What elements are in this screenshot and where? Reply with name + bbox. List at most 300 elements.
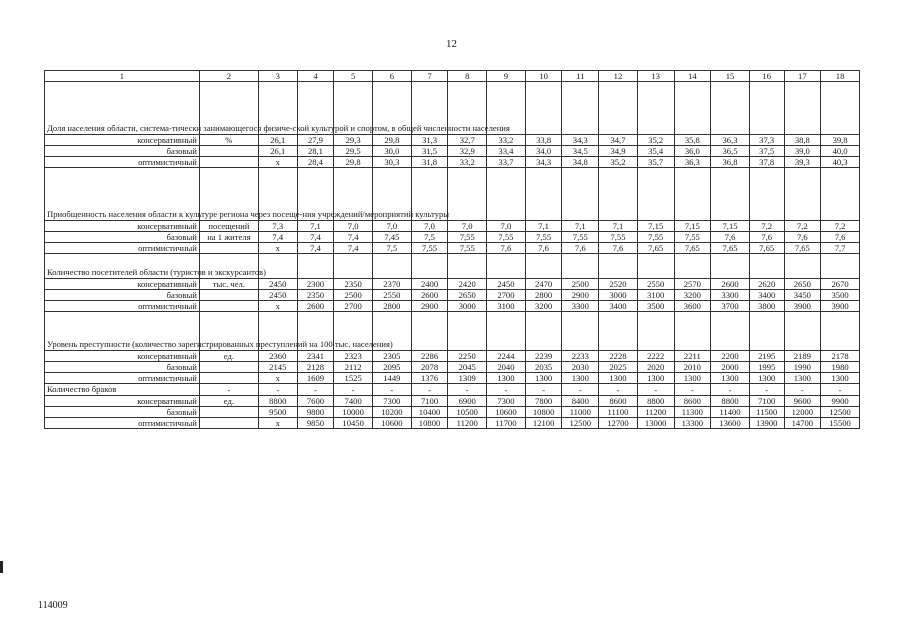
value-cell: 1300: [674, 373, 711, 384]
value-cell: 11400: [711, 407, 750, 418]
empty-cell: [711, 254, 750, 279]
value-cell: 2095: [373, 362, 412, 373]
value-cell: 11200: [448, 418, 487, 429]
unit-cell: ед.: [199, 351, 258, 362]
value-cell: 7,6: [821, 232, 860, 243]
value-cell: 29,5: [334, 146, 373, 157]
value-cell: 36,0: [674, 146, 711, 157]
value-cell: 3200: [525, 301, 562, 312]
value-cell: 7,15: [711, 221, 750, 232]
empty-cell: [749, 82, 784, 135]
value-cell: 1300: [562, 373, 599, 384]
value-cell: 7,0: [448, 221, 487, 232]
scenario-row: [45, 407, 860, 418]
unit-cell: [199, 290, 258, 301]
value-cell: 2025: [599, 362, 638, 373]
value-cell: 7,7: [821, 243, 860, 254]
value-cell: 1300: [525, 373, 562, 384]
scenario-label: консервативный: [45, 279, 200, 290]
value-cell: -: [525, 384, 562, 396]
value-cell: 7300: [487, 396, 526, 407]
value-cell: 2045: [448, 362, 487, 373]
empty-cell: [487, 168, 526, 221]
value-cell: 13600: [711, 418, 750, 429]
table-body: [45, 71, 860, 429]
value-cell: 3450: [784, 290, 821, 301]
value-cell: 7,6: [749, 232, 784, 243]
value-cell: 1995: [749, 362, 784, 373]
value-cell: 6900: [448, 396, 487, 407]
column-number-header: 16: [749, 71, 784, 82]
value-cell: 7,0: [487, 221, 526, 232]
value-cell: 2450: [487, 279, 526, 290]
column-number-header: 3: [258, 71, 297, 82]
value-cell: 1300: [711, 373, 750, 384]
value-cell: 28,1: [297, 146, 334, 157]
value-cell: 7,0: [411, 221, 448, 232]
value-cell: 2520: [599, 279, 638, 290]
value-cell: 7,65: [784, 243, 821, 254]
value-cell: 26,1: [258, 135, 297, 146]
value-cell: 2341: [297, 351, 334, 362]
value-cell: 3100: [487, 301, 526, 312]
value-cell: 7,0: [334, 221, 373, 232]
column-number-header: 4: [297, 71, 334, 82]
value-cell: 7,65: [674, 243, 711, 254]
header-row: [45, 71, 860, 82]
value-cell: 7600: [297, 396, 334, 407]
value-cell: 10200: [373, 407, 412, 418]
unit-cell: -: [199, 384, 258, 396]
value-cell: -: [562, 384, 599, 396]
value-cell: 2420: [448, 279, 487, 290]
value-cell: 3600: [674, 301, 711, 312]
value-cell: x: [258, 243, 297, 254]
value-cell: 10800: [525, 407, 562, 418]
scenario-row: [45, 221, 860, 232]
value-cell: -: [297, 384, 334, 396]
value-cell: 13300: [674, 418, 711, 429]
empty-cell: [784, 82, 821, 135]
value-cell: -: [637, 384, 674, 396]
value-cell: 2650: [448, 290, 487, 301]
value-cell: 2078: [411, 362, 448, 373]
value-cell: 2350: [334, 279, 373, 290]
value-cell: 2360: [258, 351, 297, 362]
unit-cell: [199, 418, 258, 429]
value-cell: 40,0: [821, 146, 860, 157]
value-cell: -: [599, 384, 638, 396]
value-cell: 8600: [674, 396, 711, 407]
value-cell: 9900: [821, 396, 860, 407]
value-cell: 12000: [784, 407, 821, 418]
value-cell: 8600: [599, 396, 638, 407]
value-cell: 7,4: [297, 232, 334, 243]
value-cell: 2211: [674, 351, 711, 362]
value-cell: 34,8: [562, 157, 599, 168]
value-cell: 27,9: [297, 135, 334, 146]
unit-cell: [199, 157, 258, 168]
empty-cell: [674, 82, 711, 135]
value-cell: 2400: [411, 279, 448, 290]
empty-cell: [448, 312, 487, 351]
empty-cell: [297, 254, 334, 279]
value-cell: 2035: [525, 362, 562, 373]
value-cell: 3300: [711, 290, 750, 301]
value-cell: 7,2: [821, 221, 860, 232]
column-number-header: 18: [821, 71, 860, 82]
value-cell: 7400: [334, 396, 373, 407]
value-cell: 11100: [599, 407, 638, 418]
empty-cell: [411, 254, 448, 279]
value-cell: 8800: [637, 396, 674, 407]
value-cell: 1990: [784, 362, 821, 373]
value-cell: 29,8: [334, 157, 373, 168]
column-number-header: 7: [411, 71, 448, 82]
value-cell: 32,7: [448, 135, 487, 146]
value-cell: 36,8: [711, 157, 750, 168]
value-cell: 2040: [487, 362, 526, 373]
value-cell: 28,4: [297, 157, 334, 168]
column-number-header: 14: [674, 71, 711, 82]
value-cell: 15500: [821, 418, 860, 429]
value-cell: 3400: [749, 290, 784, 301]
column-number-header: 11: [562, 71, 599, 82]
value-cell: 7,15: [674, 221, 711, 232]
value-cell: 9850: [297, 418, 334, 429]
empty-cell: [562, 82, 599, 135]
value-cell: 33,7: [487, 157, 526, 168]
scenario-label: базовый: [45, 232, 200, 243]
value-cell: 35,8: [674, 135, 711, 146]
value-cell: 7,15: [637, 221, 674, 232]
section-title-row: [45, 254, 860, 279]
value-cell: 3100: [637, 290, 674, 301]
section-title-row: [45, 82, 860, 135]
value-cell: 1300: [599, 373, 638, 384]
value-cell: 36,3: [674, 157, 711, 168]
document-code: 114009: [38, 600, 68, 611]
value-cell: 33,2: [448, 157, 487, 168]
value-cell: 2600: [711, 279, 750, 290]
value-cell: x: [258, 373, 297, 384]
value-cell: x: [258, 418, 297, 429]
value-cell: 1300: [749, 373, 784, 384]
empty-cell: [784, 168, 821, 221]
value-cell: x: [258, 301, 297, 312]
value-cell: 7,45: [373, 232, 412, 243]
empty-cell: [711, 168, 750, 221]
value-cell: 2550: [637, 279, 674, 290]
value-cell: 11700: [487, 418, 526, 429]
value-cell: 7,55: [637, 232, 674, 243]
value-cell: 3900: [784, 301, 821, 312]
value-cell: -: [821, 384, 860, 396]
value-cell: 10600: [373, 418, 412, 429]
margin-mark: [0, 561, 3, 573]
value-cell: 1980: [821, 362, 860, 373]
value-cell: 9500: [258, 407, 297, 418]
value-cell: 13000: [637, 418, 674, 429]
scenario-row: [45, 301, 860, 312]
scenario-label: базовый: [45, 362, 200, 373]
value-cell: 39,8: [821, 135, 860, 146]
value-cell: -: [334, 384, 373, 396]
value-cell: 34,3: [525, 157, 562, 168]
value-cell: 7,65: [711, 243, 750, 254]
scenario-row: [45, 351, 860, 362]
value-cell: 30,3: [373, 157, 412, 168]
value-cell: 3700: [711, 301, 750, 312]
value-cell: 11300: [674, 407, 711, 418]
value-cell: 1300: [784, 373, 821, 384]
empty-cell: [562, 168, 599, 221]
empty-cell: [637, 168, 674, 221]
value-cell: 7,2: [749, 221, 784, 232]
value-cell: 33,8: [525, 135, 562, 146]
forecast-table: [44, 70, 860, 429]
value-cell: 1609: [297, 373, 334, 384]
empty-cell: [784, 254, 821, 279]
value-cell: 34,3: [562, 135, 599, 146]
empty-cell: [637, 254, 674, 279]
value-cell: 40,3: [821, 157, 860, 168]
scenario-row: [45, 396, 860, 407]
column-number-header: 2: [199, 71, 258, 82]
value-cell: 2650: [784, 279, 821, 290]
value-cell: -: [411, 384, 448, 396]
value-cell: 39,3: [784, 157, 821, 168]
value-cell: 2620: [749, 279, 784, 290]
value-cell: -: [373, 384, 412, 396]
value-cell: 7,55: [487, 232, 526, 243]
empty-cell: [821, 312, 860, 351]
value-cell: 31,8: [411, 157, 448, 168]
value-cell: 2700: [487, 290, 526, 301]
value-cell: 2300: [297, 279, 334, 290]
value-cell: 3000: [599, 290, 638, 301]
value-cell: 7,55: [525, 232, 562, 243]
value-cell: 38,8: [784, 135, 821, 146]
value-cell: 2233: [562, 351, 599, 362]
value-cell: 30,0: [373, 146, 412, 157]
unit-cell: [199, 362, 258, 373]
value-cell: 3200: [674, 290, 711, 301]
unit-cell: ед.: [199, 396, 258, 407]
value-cell: 2305: [373, 351, 412, 362]
value-cell: -: [749, 384, 784, 396]
value-cell: 7,6: [784, 232, 821, 243]
value-cell: 2239: [525, 351, 562, 362]
scenario-label: оптимистичный: [45, 418, 200, 429]
value-cell: 8400: [562, 396, 599, 407]
value-cell: 2500: [334, 290, 373, 301]
value-cell: 33,4: [487, 146, 526, 157]
value-cell: 2800: [373, 301, 412, 312]
indicator-title: Доля населения области, система-тически занимающегося физиче-ской культурой и спортом, в общей численности населения: [45, 82, 200, 135]
value-cell: 7800: [525, 396, 562, 407]
value-cell: 39,0: [784, 146, 821, 157]
unit-cell: [199, 373, 258, 384]
value-cell: 7,55: [674, 232, 711, 243]
value-cell: 2189: [784, 351, 821, 362]
value-cell: 2200: [711, 351, 750, 362]
value-cell: 2228: [599, 351, 638, 362]
value-cell: 34,7: [599, 135, 638, 146]
column-number-header: 17: [784, 71, 821, 82]
empty-cell: [334, 254, 373, 279]
value-cell: x: [258, 157, 297, 168]
value-cell: 7,6: [599, 243, 638, 254]
value-cell: 7,4: [334, 232, 373, 243]
scenario-label: консервативный: [45, 396, 200, 407]
value-cell: 3400: [599, 301, 638, 312]
scenario-row: [45, 243, 860, 254]
empty-cell: [411, 312, 448, 351]
unit-cell: [199, 146, 258, 157]
scenario-label: консервативный: [45, 135, 200, 146]
value-cell: 2370: [373, 279, 412, 290]
value-cell: 11200: [637, 407, 674, 418]
value-cell: 11000: [562, 407, 599, 418]
value-cell: 10500: [448, 407, 487, 418]
value-cell: 3500: [637, 301, 674, 312]
value-cell: 2286: [411, 351, 448, 362]
value-cell: 10000: [334, 407, 373, 418]
indicator-title: Количество браков: [45, 384, 200, 396]
value-cell: 2020: [637, 362, 674, 373]
value-cell: 34,9: [599, 146, 638, 157]
value-cell: 2112: [334, 362, 373, 373]
value-cell: 2000: [711, 362, 750, 373]
value-cell: 7300: [373, 396, 412, 407]
value-cell: 14700: [784, 418, 821, 429]
value-cell: 2450: [258, 279, 297, 290]
value-cell: 2570: [674, 279, 711, 290]
value-cell: 12700: [599, 418, 638, 429]
value-cell: 2145: [258, 362, 297, 373]
value-cell: 12100: [525, 418, 562, 429]
column-number-header: 13: [637, 71, 674, 82]
value-cell: 7,6: [711, 232, 750, 243]
value-cell: 2550: [373, 290, 412, 301]
value-cell: 9600: [784, 396, 821, 407]
empty-cell: [674, 254, 711, 279]
value-cell: 2900: [562, 290, 599, 301]
value-cell: 29,8: [373, 135, 412, 146]
scenario-label: консервативный: [45, 351, 200, 362]
scenario-row: [45, 146, 860, 157]
value-cell: 12500: [562, 418, 599, 429]
value-cell: 7,55: [448, 243, 487, 254]
value-cell: 37,5: [749, 146, 784, 157]
value-cell: 2128: [297, 362, 334, 373]
unit-cell: [199, 243, 258, 254]
value-cell: -: [258, 384, 297, 396]
unit-cell: на 1 жителя: [199, 232, 258, 243]
unit-cell: [199, 407, 258, 418]
value-cell: 36,5: [711, 146, 750, 157]
scenario-row: [45, 135, 860, 146]
value-cell: 7,6: [562, 243, 599, 254]
empty-cell: [562, 312, 599, 351]
value-cell: 35,2: [599, 157, 638, 168]
value-cell: 2470: [525, 279, 562, 290]
column-number-header: 12: [599, 71, 638, 82]
value-cell: 37,8: [749, 157, 784, 168]
value-cell: 7,4: [297, 243, 334, 254]
value-cell: 7,4: [258, 232, 297, 243]
value-cell: 7,1: [599, 221, 638, 232]
value-cell: 31,5: [411, 146, 448, 157]
value-cell: 1376: [411, 373, 448, 384]
value-cell: 2600: [297, 301, 334, 312]
empty-cell: [711, 312, 750, 351]
value-cell: -: [487, 384, 526, 396]
value-cell: 7,4: [334, 243, 373, 254]
value-cell: 2670: [821, 279, 860, 290]
value-cell: 3800: [749, 301, 784, 312]
unit-cell: %: [199, 135, 258, 146]
value-cell: 10400: [411, 407, 448, 418]
indicator-title: Количество посетителей области (туристов и экскурсантов): [45, 254, 200, 279]
unit-cell: [199, 301, 258, 312]
value-cell: 7,55: [599, 232, 638, 243]
scenario-row: [45, 418, 860, 429]
empty-cell: [487, 254, 526, 279]
empty-cell: [674, 312, 711, 351]
empty-cell: [525, 82, 562, 135]
value-cell: 7,1: [525, 221, 562, 232]
value-cell: 3300: [562, 301, 599, 312]
value-cell: 2195: [749, 351, 784, 362]
value-cell: 10800: [411, 418, 448, 429]
empty-cell: [637, 312, 674, 351]
value-cell: 7,3: [258, 221, 297, 232]
column-number-header: 9: [487, 71, 526, 82]
value-cell: 37,3: [749, 135, 784, 146]
empty-cell: [637, 82, 674, 135]
empty-cell: [448, 168, 487, 221]
value-cell: 35,7: [637, 157, 674, 168]
section-title-row: [45, 312, 860, 351]
value-cell: 26,1: [258, 146, 297, 157]
column-number-header: 10: [525, 71, 562, 82]
unit-cell: тыс. чел.: [199, 279, 258, 290]
value-cell: -: [674, 384, 711, 396]
section-title-row: [45, 384, 860, 396]
empty-cell: [487, 312, 526, 351]
empty-cell: [821, 168, 860, 221]
empty-cell: [749, 168, 784, 221]
value-cell: 13900: [749, 418, 784, 429]
value-cell: 29,3: [334, 135, 373, 146]
scenario-label: базовый: [45, 290, 200, 301]
value-cell: 2900: [411, 301, 448, 312]
value-cell: 7,6: [525, 243, 562, 254]
value-cell: 2244: [487, 351, 526, 362]
empty-cell: [525, 312, 562, 351]
empty-cell: [525, 168, 562, 221]
value-cell: 7,2: [784, 221, 821, 232]
page-number: 12: [446, 38, 457, 50]
value-cell: 10600: [487, 407, 526, 418]
value-cell: 31,3: [411, 135, 448, 146]
empty-cell: [821, 82, 860, 135]
value-cell: 3900: [821, 301, 860, 312]
value-cell: 8800: [258, 396, 297, 407]
section-title-row: [45, 168, 860, 221]
